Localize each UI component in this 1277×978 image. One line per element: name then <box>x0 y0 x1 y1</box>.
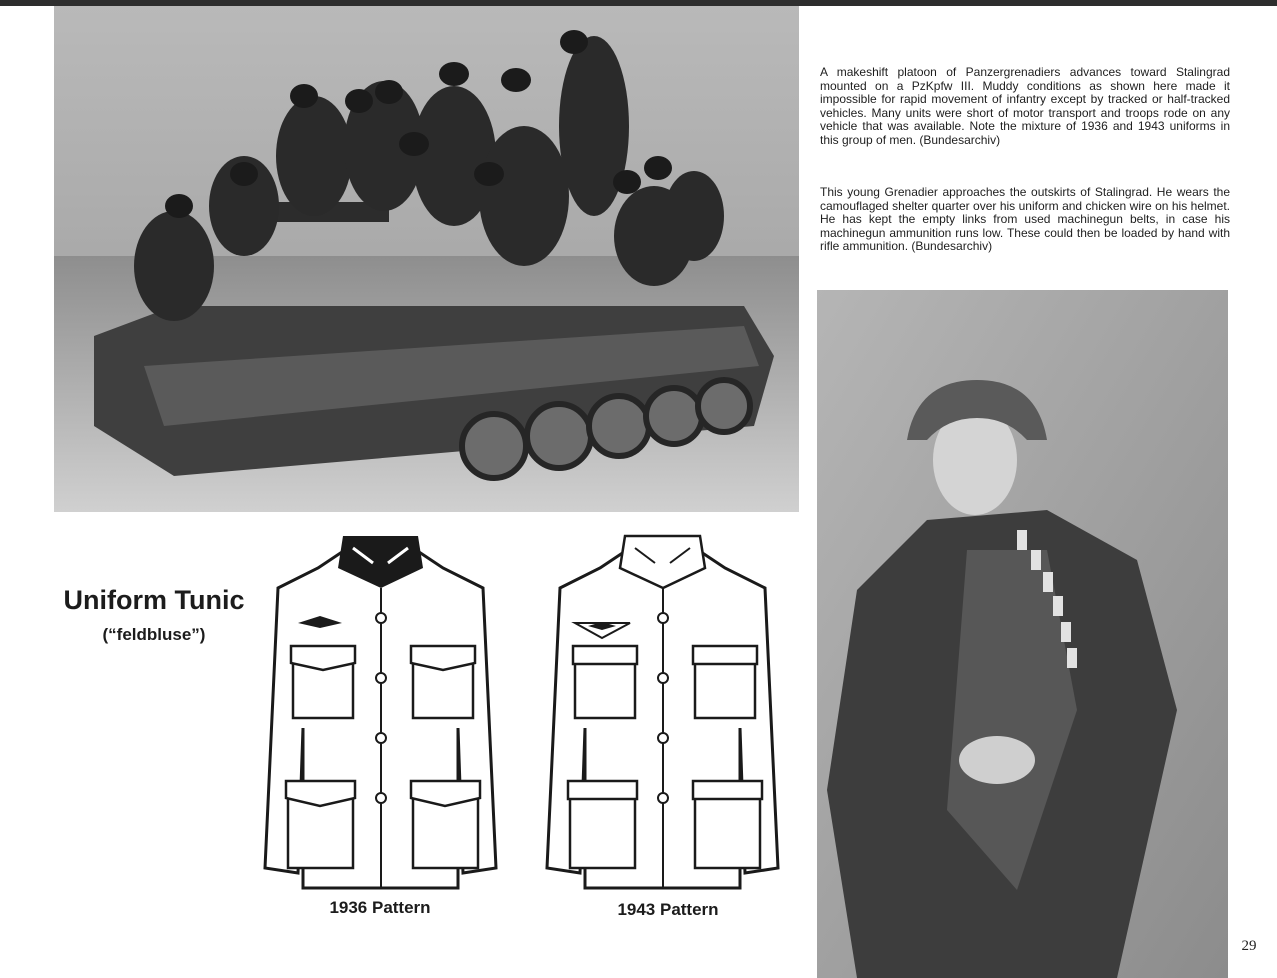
tank-photo-caption: A makeshift platoon of Panzergrenadiers advances toward Stalingrad mounted on a PzKpfw III. Muddy conditions as shown here made it impossible for rapid movement of infantry except by tracked or half-tracked vehicles. Many units were short of motor transport and troops rode on any vehicle that was available. Note the mixture of 1936 and 1943 uniforms in this group of men. (Bundesarchiv) <box>820 65 1230 147</box>
uniform-subtitle: (“feldbluse”) <box>102 625 206 644</box>
tunic-1943-drawing <box>540 528 785 900</box>
pattern-label-1943: 1943 Pattern <box>617 900 719 919</box>
tank-platoon-photo <box>54 6 799 512</box>
grenadier-photo-caption: This young Grenadier approaches the outskirts of Stalingrad. He wears the camouflaged shelter quarter over his uniform and chicken wire on his helmet. He has kept the empty links from used machinegun belts, in case his machinegun ammunition runs low. These could then be loaded by hand with rifle ammunition. (Bundesarchiv) <box>820 185 1230 254</box>
grenadier-photo <box>817 290 1228 978</box>
tunic-1936-drawing <box>258 528 503 900</box>
page-number: 29 <box>1241 938 1257 954</box>
uniform-title: Uniform Tunic <box>63 585 245 615</box>
pattern-label-1936: 1936 Pattern <box>329 898 431 917</box>
